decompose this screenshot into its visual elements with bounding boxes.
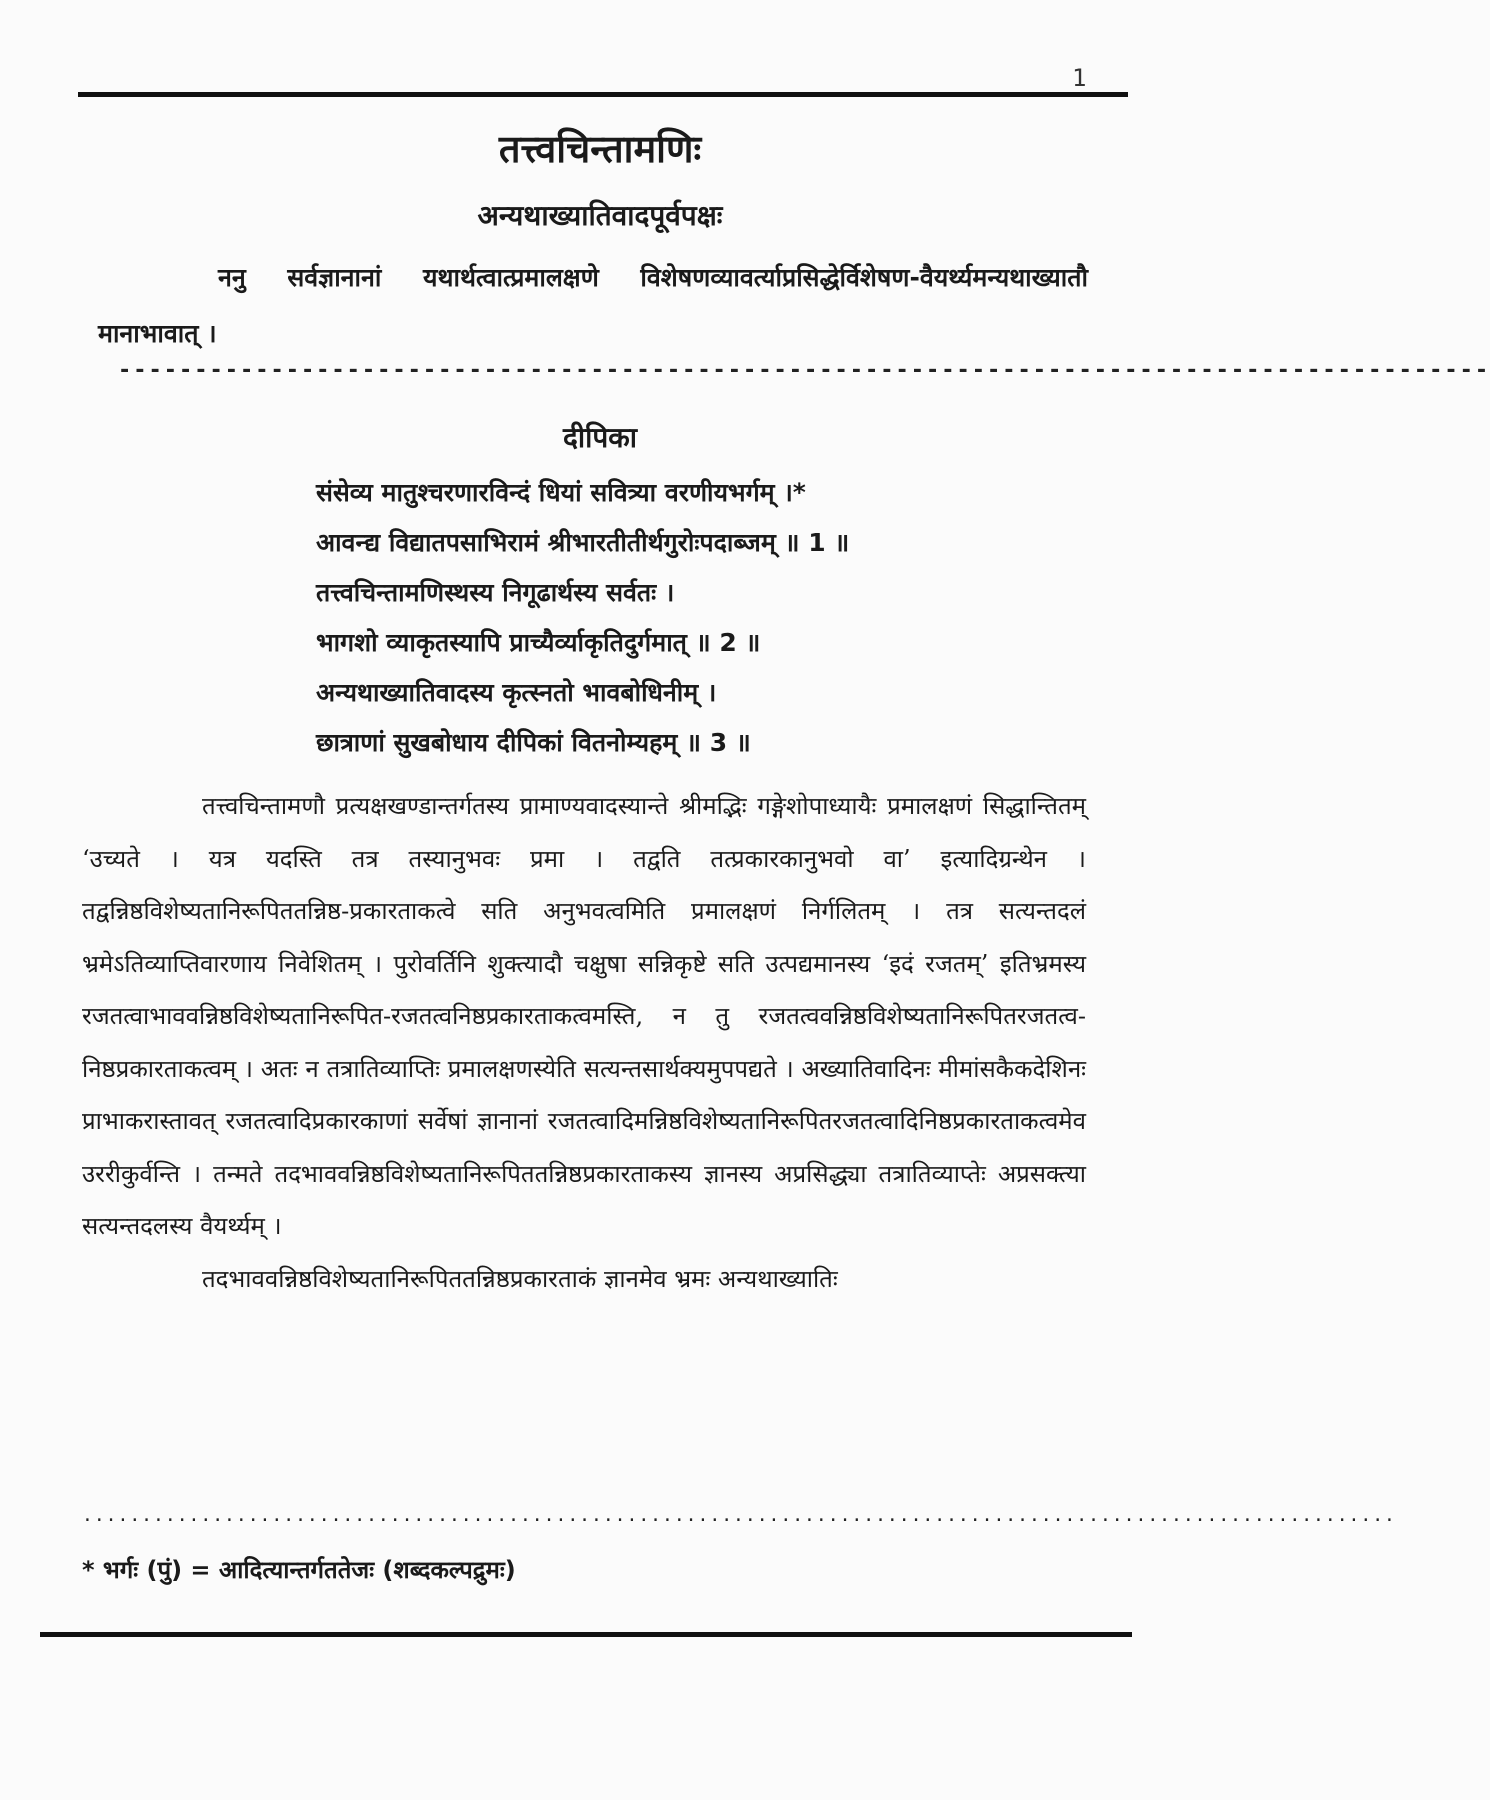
- mula-text: ननु सर्वज्ञानानां यथार्थत्वात्प्रमालक्षणे विशेषणव्यावर्त्याप्रसिद्धेर्विशेषण-वैयर्थ्यमन्यथाख्यातौ मानाभावात् ।: [98, 263, 1088, 348]
- footnote: * भर्गः (पुं) = आदित्यान्तर्गततेजः (शब्दकल्पद्रुमः): [82, 1556, 516, 1584]
- commentary-prose: [82, 780, 1086, 1305]
- bottom-rule: [40, 1632, 1132, 1637]
- page-title: तत्त्वचिन्तामणिः: [498, 127, 702, 171]
- prose-paragraph: तदभाववन्निष्ठविशेष्यतानिरूपिततन्निष्ठप्रकारताकं ज्ञानमेव भ्रमः अन्यथाख्यातिः: [202, 1264, 838, 1293]
- verse-line: संसेव्य मातुश्चरणारविन्दं धियां सवित्र्या वरणीयभर्गम् ।*: [316, 478, 806, 507]
- commentary-title: दीपिका: [562, 421, 638, 454]
- dotted-separator: ...............................................................................................................: [82, 1505, 1396, 1526]
- section-subtitle: अन्यथाख्यातिवादपूर्वपक्षः: [477, 199, 723, 232]
- verse-block: [316, 468, 1116, 768]
- verse-line: तत्त्वचिन्तामणिस्थस्य निगूढार्थस्य सर्वतः ।: [316, 578, 675, 607]
- prose-paragraph: तत्त्वचिन्तामणौ प्रत्यक्षखण्डान्तर्गतस्य प्रामाण्यवादस्यान्ते श्रीमद्भिः गङ्गेशोपाध्यायैः प्रमालक्षणं सिद्धान्तितम् ‘उच्यते । यत्र यदस्ति तत्र तस्यानुभवः प्रमा । तद्वति तत्प्रकारकानुभवो वा’ इत्यादिग्रन्थेन । तद्वन्निष्ठविशेष्यतानिरूपिततन्निष्ठ-प्रकारताकत्वे सति अनुभवत्वमिति प्रमालक्षणं निर्गलितम् । तत्र सत्यन्तदलं भ्रमेऽतिव्याप्तिवारणाय निवेशितम् । पुरोवर्तिनि शुक्त्यादौ चक्षुषा सन्निकृष्टे सति उत्पद्यमानस्य ‘इदं रजतम्’ इतिभ्रमस्य रजतत्वाभाववन्निष्ठविशेष्यतानिरूपित-रजतत्वनिष्ठप्रकारताकत्वमस्ति, न तु रजतत्ववन्निष्ठविशेष्यतानिरूपितरजतत्व-निष्ठप्रकारताकत्वम् । अतः न तत्रातिव्याप्तिः प्रमालक्षणस्येति सत्यन्तसार्थक्यमुपपद्यते । अख्यातिवादिनः मीमांसकैकदेशिनः प्राभाकरास्तावत् रजतत्वादिप्रकारकाणां सर्वेषां ज्ञानानां रजतत्वादिमन्निष्ठविशेष्यतानिरूपितरजतत्वादिनिष्ठप्रकारताकत्वमेव उररीकुर्वन्ति । तन्मते तदभाववन्निष्ठविशेष्यतानिरूपिततन्निष्ठप्रकारताकस्य ज्ञानस्य अप्रसिद्ध्या तत्रातिव्याप्तेः अप्रसक्त्या सत्यन्तदलस्य वैयर्थ्यम् ।: [82, 792, 1086, 1240]
- verse-line: आवन्द्य विद्यातपसाभिरामं श्रीभारतीतीर्थगुरोःपदाब्जम् ॥ 1 ॥: [316, 528, 850, 557]
- verse-line: छात्राणां सुखबोधाय दीपिकां वितनोम्यहम् ॥ 3 ॥: [316, 728, 751, 757]
- verse-line: भागशो व्याकृतस्यापि प्राच्यैर्व्याकृतिदुर्गमात् ॥ 2 ॥: [316, 628, 761, 657]
- dashed-separator: ------------------------------------------------------------------------------------------: [118, 358, 1490, 383]
- page-number: 1: [1072, 64, 1087, 92]
- top-rule: [78, 92, 1128, 97]
- verse-line: अन्यथाख्यातिवादस्य कृत्स्नतो भावबोधिनीम् ।: [316, 678, 717, 707]
